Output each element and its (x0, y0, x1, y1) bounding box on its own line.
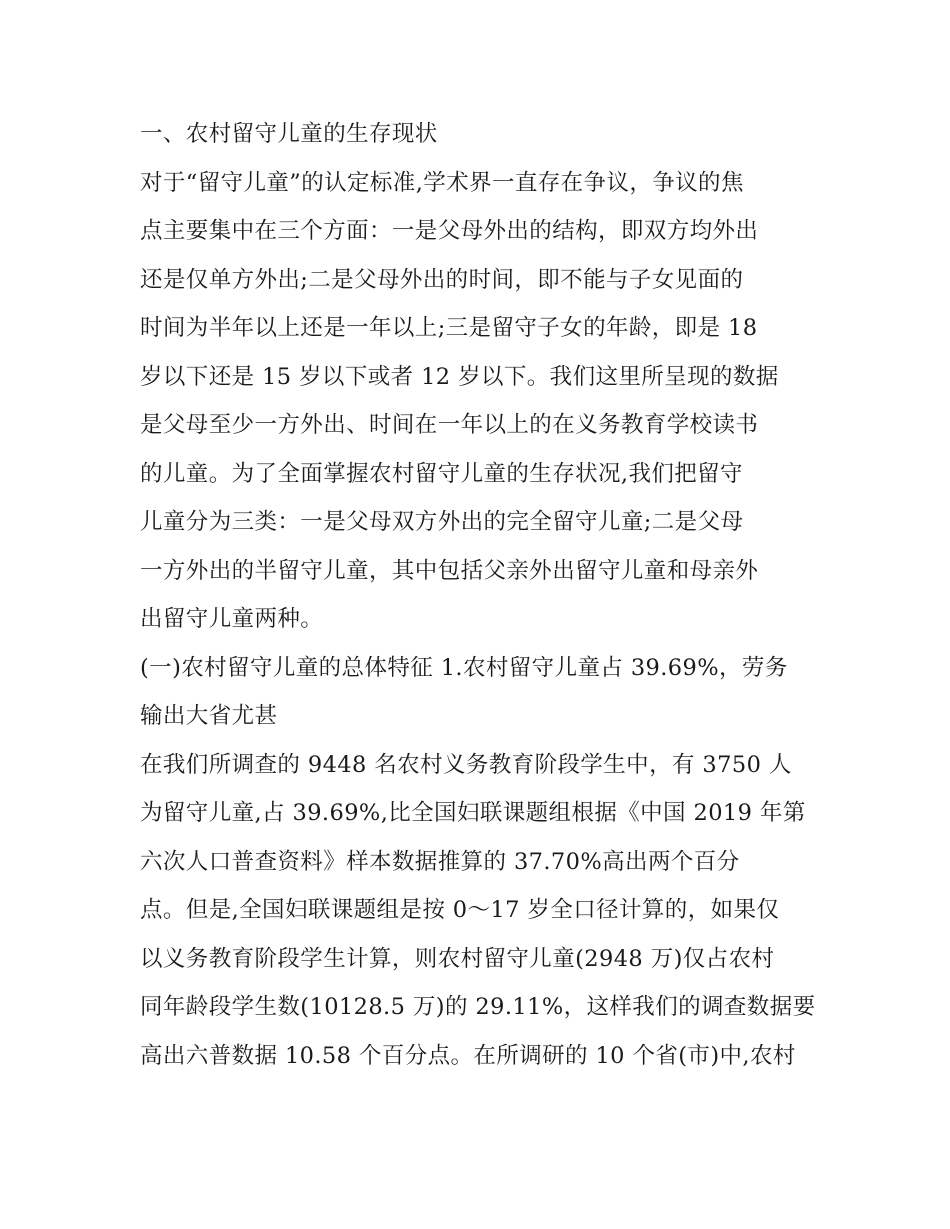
text-line: 儿童分为三类：一是父母双方外出的完全留守儿童;二是父母 (140, 509, 744, 535)
text-line: 还是仅单方外出;二是父母外出的时间，即不能与子女见面的 (140, 266, 744, 293)
text-line: 高出六普数据 10.58 个百分点。在所调研的 10 个省(市)中,农村 (140, 1042, 796, 1069)
text-line: 点主要集中在三个方面：一是父母外出的结构，即双方均外出 (140, 218, 759, 244)
text-line: 的儿童。为了全面掌握农村留守儿童的生存状况,我们把留守 (140, 460, 743, 487)
text-line: 以义务教育阶段学生计算，则农村留守儿童(2948 万)仅占农村 (140, 945, 775, 972)
text-line: 岁以下还是 15 岁以下或者 12 岁以下。我们这里所呈现的数据 (140, 363, 779, 390)
text-line: 六次人口普查资料》样本数据推算的 37.70%高出两个百分 (140, 848, 740, 875)
text-line: 是父母至少一方外出、时间在一年以上的在义务教育学校读书 (140, 412, 759, 438)
subsection-heading-line: (一)农村留守儿童的总体特征 1.农村留守儿童占 39.69%，劳务 (140, 654, 788, 681)
text-line: 点。但是,全国妇联课题组是按 0～17 岁全口径计算的，如果仅 (140, 897, 780, 923)
subsection-heading-line: 输出大省尤甚 (140, 703, 278, 729)
text-line: 同年龄段学生数(10128.5 万)的 29.11%，这样我们的调查数据要 (140, 994, 816, 1020)
text-line: 对于“留守儿童”的认定标准,学术界一直存在争议，争议的焦 (140, 169, 744, 196)
text-line: 在我们所调查的 9448 名农村义务教育阶段学生中，有 3750 人 (140, 751, 792, 778)
document-body (140, 110, 820, 1080)
text-line: 时间为半年以上还是一年以上;三是留守子女的年龄，即是 18 (140, 315, 758, 341)
section-heading: 一、农村留守儿童的生存现状 (140, 121, 438, 147)
text-line: 出留守儿童两种。 (140, 606, 324, 632)
text-line: 一方外出的半留守儿童，其中包括父亲外出留守儿童和母亲外 (140, 557, 759, 584)
text-line: 为留守儿童,占 39.69%,比全国妇联课题组根据《中国 2019 年第 (140, 800, 806, 826)
